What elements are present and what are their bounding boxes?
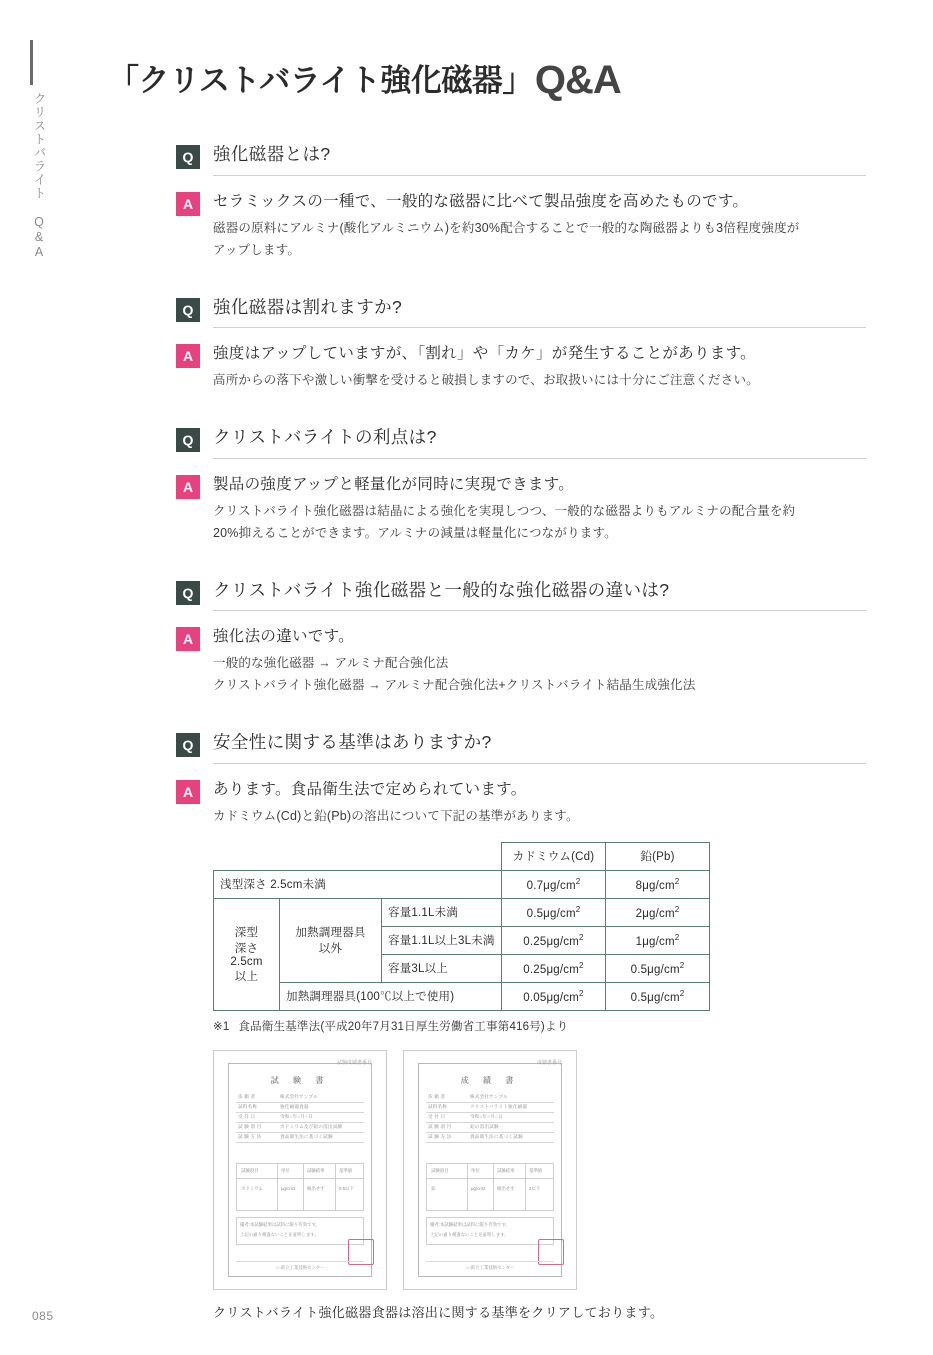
certificate-rows — [236, 1093, 364, 1143]
certificate-1 — [213, 1050, 387, 1290]
answer-badge: A — [176, 627, 200, 651]
question-text: 安全性に関する基準はありますか? — [213, 731, 866, 764]
qa-list — [176, 143, 866, 1321]
table-row — [214, 982, 710, 1010]
answer-sub — [213, 806, 866, 828]
answer-sub-line: カドミウム(Cd)と鉛(Pb)の溶出について下記の基準があります。 — [213, 808, 579, 823]
answer-row — [176, 625, 866, 697]
question-row — [176, 426, 866, 459]
certificate-title: 試 験 書 — [270, 1075, 330, 1085]
page-number: 085 — [32, 1309, 54, 1323]
certificate-footer: ○○県立工業技術センター — [236, 1261, 364, 1271]
question-row — [176, 731, 866, 764]
qa-item — [176, 296, 866, 393]
answer-body — [213, 473, 866, 545]
certificate-footer: ○○県立工業技術センター — [426, 1261, 554, 1271]
table-row — [214, 870, 710, 898]
certificate-row: 受 付 日 令和○年○月○日 — [236, 1113, 364, 1123]
certificate-images — [213, 1050, 866, 1290]
row-label-heating: 加熱調理器具(100℃以上で使用) — [280, 982, 502, 1010]
question-text: 強化磁器は割れますか? — [213, 296, 866, 329]
answer-sub-line: アップします。 — [213, 242, 301, 257]
answer-body — [213, 342, 866, 392]
question-text: クリストバライトの利点は? — [213, 426, 866, 459]
answer-sub-line: 磁器の原料にアルミナ(酸化アルミニウム)を約30%配合することで一般的な陶磁器よりも3倍程度強度が — [213, 220, 800, 235]
question-row — [176, 143, 866, 176]
certificate-row: 試 験 項 目 鉛の溶出試験 — [426, 1123, 554, 1133]
certificate-2 — [403, 1050, 577, 1290]
certificate-row: 試 験 項 目 カドミウム及び鉛の溶出試験 — [236, 1123, 364, 1133]
answer-body — [213, 778, 866, 1321]
cell-pb: $8\mu g/cm^2$ — [606, 870, 710, 898]
question-badge: Q — [176, 733, 200, 757]
answer-row — [176, 473, 866, 545]
question-text: 強化磁器とは? — [213, 143, 866, 176]
question-badge: Q — [176, 298, 200, 322]
certificate-row: 試 験 方 法 食品衛生法に基づく試験 — [426, 1133, 554, 1143]
footnote-text: 食品衛生基準法(平成20年7月31日厚生労働省工事第416号)より — [238, 1020, 569, 1033]
answer-lead: 強度はアップしていますが、「割れ」や「カケ」が発生することがあります。 — [213, 345, 756, 363]
cell-pb: $0.5\mu g/cm^2$ — [606, 954, 710, 982]
footnote — [213, 1018, 866, 1034]
answer-row — [176, 190, 866, 262]
answer-sub-line: 一般的な強化磁器 → アルミナ配合強化法 — [213, 656, 449, 671]
side-tab-bar — [30, 40, 33, 85]
question-row — [176, 579, 866, 612]
row-label-capacity: 容量1.1L以上3L未満 — [382, 926, 502, 954]
answer-lead: 製品の強度アップと軽量化が同時に実現できます。 — [213, 475, 575, 493]
footnote-marker: ※1 — [213, 1020, 230, 1033]
answer-row — [176, 342, 866, 392]
question-badge: Q — [176, 428, 200, 452]
answer-sub — [213, 653, 866, 697]
page-title-main: 「クリストバライト強化磁器」 — [108, 63, 533, 98]
answer-sub — [213, 218, 866, 262]
row-label-shallow: 浅型深さ 2.5cm未満 — [214, 870, 502, 898]
cell-cd: $0.25\mu g/cm^2$ — [502, 954, 606, 982]
answer-lead: あります。食品衛生法で定められています。 — [213, 780, 527, 798]
page-title — [108, 55, 868, 101]
certificate-row: 試料名称 強化磁器食器 — [236, 1103, 364, 1113]
question-row — [176, 296, 866, 329]
col-header-pb: 鉛(Pb) — [606, 842, 710, 870]
question-badge: Q — [176, 581, 200, 605]
side-tab — [30, 40, 46, 260]
cell-cd: $0.7\mu g/cm^2$ — [502, 870, 606, 898]
certificate-header-note: 試験成績書番号 — [336, 1059, 372, 1066]
answer-badge: A — [176, 475, 200, 499]
cell-cd: $0.25\mu g/cm^2$ — [502, 926, 606, 954]
qa-item — [176, 579, 866, 698]
qa-item — [176, 143, 866, 262]
certificate-note-block: 備考:本試験結果は試料に限り有効です。 上記の通り相違ないことを証明します。 — [236, 1217, 364, 1245]
side-tab-label: クリストバライト Q&A — [32, 92, 46, 260]
answer-sub — [213, 370, 866, 392]
certificate-caption: クリストバライト強化磁器食器は溶出に関する基準をクリアしております。 — [213, 1304, 664, 1320]
answer-lead: セラミックスの一種で、一般的な磁器に比べて製品強度を高めたものです。 — [213, 192, 749, 210]
cell-pb: $2\mu g/cm^2$ — [606, 898, 710, 926]
col-header-cd: カドミウム(Cd) — [502, 842, 606, 870]
standards-table-wrap — [213, 842, 866, 1321]
certificate-row: 試 験 方 法 食品衛生法に基づく試験 — [236, 1133, 364, 1143]
row-subgroup-non-heating: 加熱調理器具 以外 — [280, 898, 382, 982]
qa-item — [176, 426, 866, 545]
certificate-result-grid: 試験項目 単位 試験結果 基準値 カドミウム μg/cm2 検出せず 0.5以下 — [236, 1163, 364, 1211]
answer-sub — [213, 501, 866, 545]
answer-badge: A — [176, 192, 200, 216]
question-text: クリストバライト強化磁器と一般的な強化磁器の違いは? — [213, 579, 866, 612]
row-group-deep: 深型 深さ2.5cm 以上 — [214, 898, 280, 1010]
answer-sub-line: クリストバライト強化磁器は結晶による強化を実現しつつ、一般的な磁器よりもアルミナの配合量を約 — [213, 503, 796, 518]
row-label-capacity: 容量3L以上 — [382, 954, 502, 982]
answer-body — [213, 625, 866, 697]
page-content — [108, 55, 868, 1355]
qa-item — [176, 731, 866, 1321]
standards-table — [213, 842, 710, 1011]
answer-sub-line: 高所からの落下や激しい衝撃を受けると破損しますので、お取扱いには十分にご注意ください。 — [213, 373, 759, 388]
answer-lead: 強化法の違いです。 — [213, 628, 354, 646]
answer-badge: A — [176, 344, 200, 368]
question-badge: Q — [176, 145, 200, 169]
answer-row — [176, 778, 866, 1321]
certificate-row: 依 頼 者 株式会社サンプル — [426, 1093, 554, 1103]
certificate-row: 試料名称 クリストバライト強化磁器 — [426, 1103, 554, 1113]
answer-sub-line: 20%抑えることができます。アルミナの減量は軽量化につながります。 — [213, 525, 617, 540]
certificate-rows — [426, 1093, 554, 1143]
certificate-title: 成 績 書 — [460, 1075, 520, 1085]
cell-pb: $0.5\mu g/cm^2$ — [606, 982, 710, 1010]
cell-pb: $1\mu g/cm^2$ — [606, 926, 710, 954]
answer-badge: A — [176, 780, 200, 804]
row-label-capacity: 容量1.1L未満 — [382, 898, 502, 926]
certificate-row: 依 頼 者 株式会社サンプル — [236, 1093, 364, 1103]
certificate-note-block: 備考:本試験結果は試料に限り有効です。 上記の通り相違ないことを証明します。 — [426, 1217, 554, 1245]
cell-cd: $0.05\mu g/cm^2$ — [502, 982, 606, 1010]
table-header-row — [214, 842, 710, 870]
certificate-row: 受 付 日 令和○年○月○日 — [426, 1113, 554, 1123]
table-row — [214, 898, 710, 926]
certificate-result-grid: 試験項目 単位 試験結果 基準値 鉛 μg/cm2 検出せず 2以下 — [426, 1163, 554, 1211]
cell-cd: $0.5\mu g/cm^2$ — [502, 898, 606, 926]
answer-body — [213, 190, 866, 262]
page-title-qa: Q&A — [534, 58, 621, 102]
answer-sub-line: クリストバライト強化磁器 → アルミナ配合強化法+クリストバライト結晶生成強化法 — [213, 678, 696, 693]
certificate-header-note: 成績書番号 — [536, 1059, 562, 1066]
